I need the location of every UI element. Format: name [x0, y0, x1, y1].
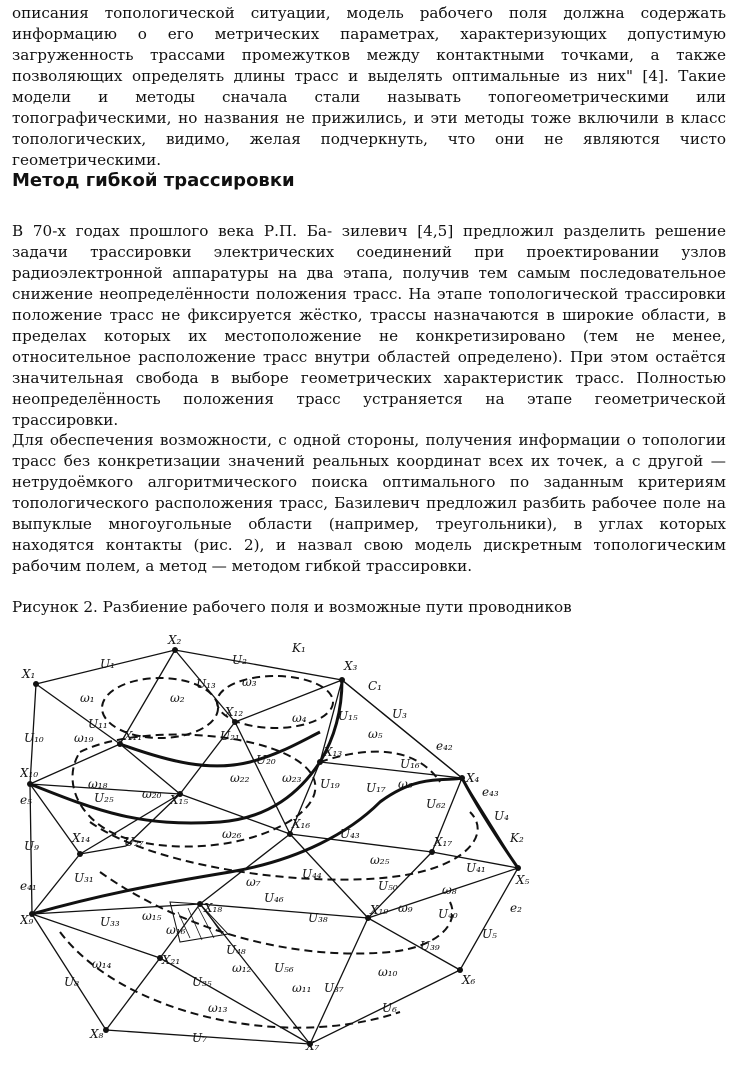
- label-u33: U₃₃: [100, 915, 120, 929]
- label-w23: ω₂₃: [282, 771, 302, 785]
- label-u43: U₄₃: [340, 827, 360, 841]
- label-x19: X₁₉: [370, 903, 389, 917]
- label-w18: ω₁₈: [88, 777, 108, 791]
- label-w12: ω₁₂: [232, 961, 252, 975]
- label-x6: X₆: [462, 973, 476, 987]
- label-u41: U₄₁: [466, 861, 486, 875]
- label-x2: X₂: [168, 633, 182, 647]
- label-x14: X₁₄: [72, 831, 91, 845]
- label-x12: X₁₂: [225, 705, 244, 719]
- label-c1: C₁: [368, 679, 382, 693]
- label-x4: X₄: [466, 771, 480, 785]
- label-u17: U₁₇: [366, 781, 386, 795]
- paragraph-1: описания топологической ситуации, модель рабочего поля должна содержать информацию о его метрических параметрах, характеризующих допустимую загруженность трассами промежутков между контактными точками, а также позволяющих определять длины трасс и выделять оптимальные из них" [4]. Такие модели и методы сначала стали называть топогеометрическими или топографическими, но названия не прижились, и эти методы тоже включили в класс топологических, видимо, желая подчеркнуть, что они не являются чисто геометрическими.: [12, 4, 726, 169]
- label-u3: U₃: [392, 707, 407, 721]
- label-w8: ω₈: [442, 883, 457, 897]
- label-k2: K₂: [510, 831, 524, 845]
- label-u2: U₂: [232, 653, 247, 667]
- label-e5: e₅: [20, 793, 32, 807]
- label-x11: X₁₁: [124, 729, 143, 743]
- label-w3: ω₃: [242, 675, 257, 689]
- label-u5: U₅: [482, 927, 497, 941]
- label-w9: ω₉: [398, 901, 413, 915]
- paragraph-2: В 70-х годах прошлого века Р.П. Ба- зилевич [4,5] предложил разделить решение задачи трассировки электрических соединений при проектировании узлов радиоэлектронной аппаратуры на два этапа, получив тем самым последовательное снижение неопределённости положения трасс. На этапе топологической трассировки положение трасс не фиксируется жёстко, трассы назначаются в широкие области, в пределах которых их местоположение не конкретизировано (тем не менее, относительное расположение трасс внутри областей определено). При этом остаётся значительная свобода в выборе геометрических характеристик трасс. Полностью неопределённость положения трасс устраняется на этапе геометрической трассировки.: [12, 222, 726, 429]
- label-w19: ω₁₉: [74, 731, 94, 745]
- label-u10: U₁₀: [24, 731, 44, 745]
- label-x13: X₁₃: [324, 745, 343, 759]
- label-u1: U₁: [100, 657, 115, 671]
- label-w15: ω₁₅: [142, 909, 162, 923]
- label-u50: U₅₀: [378, 879, 398, 893]
- label-x1: X₁: [22, 667, 36, 681]
- figure-caption: Рисунок 2. Разбиение рабочего поля и возможные пути проводников: [12, 598, 572, 616]
- label-u40: U₄₀: [438, 907, 458, 921]
- label-w1: ω₁: [80, 691, 95, 705]
- label-x7: X₇: [306, 1039, 320, 1053]
- label-u25: U₂₅: [94, 791, 114, 805]
- label-e2: e₂: [510, 901, 522, 915]
- label-k1: K₁: [292, 641, 306, 655]
- label-u15: U₁₅: [338, 709, 358, 723]
- label-u4: U₄: [494, 809, 509, 823]
- label-x18: X₁₈: [204, 901, 223, 915]
- label-u13: U₁₃: [196, 677, 216, 691]
- label-u21: U₂₁: [220, 729, 240, 743]
- label-u11: U₁₁: [88, 717, 108, 731]
- label-x10: X₁₀: [20, 766, 39, 780]
- label-u7: U₇: [192, 1031, 207, 1045]
- label-w2: ω₂: [170, 691, 185, 705]
- label-e42: e₄₂: [436, 739, 453, 753]
- label-u8: U₈: [64, 975, 79, 989]
- label-x5: X₅: [516, 873, 530, 887]
- label-u38: U₃₈: [308, 911, 328, 925]
- routing-field-figure: [20, 632, 540, 1062]
- label-u56: U₅₆: [274, 961, 294, 975]
- label-u37: U₃₇: [324, 981, 344, 995]
- label-w20: ω₂₀: [142, 787, 162, 801]
- label-u31: U₃₁: [74, 871, 94, 885]
- label-u44: U₄₄: [302, 867, 322, 881]
- label-x15: X₁₅: [170, 793, 189, 807]
- label-w25: ω₂₅: [370, 853, 390, 867]
- label-w5: ω₅: [368, 727, 383, 741]
- label-w14: ω₁₄: [92, 957, 112, 971]
- label-x3: X₃: [344, 659, 358, 673]
- label-u39: U₃₉: [420, 939, 440, 953]
- label-x8: X₈: [90, 1027, 104, 1041]
- label-x17: X₁₇: [434, 835, 453, 849]
- label-w4: ω₄: [292, 711, 307, 725]
- label-u20: U₂₀: [256, 753, 276, 767]
- label-u46: U₄₆: [264, 891, 284, 905]
- label-u6: U₆: [382, 1001, 397, 1015]
- label-u19: U₁₉: [320, 777, 340, 791]
- label-x9: X₉: [20, 913, 34, 927]
- label-w26: ω₂₆: [222, 827, 242, 841]
- label-e43: e₄₃: [482, 785, 499, 799]
- label-u35: U₃₅: [192, 975, 212, 989]
- label-w22: ω₂₂: [230, 771, 250, 785]
- figure-labels: [20, 633, 530, 1053]
- section-heading: Метод гибкой трассировки: [12, 170, 295, 191]
- label-u27: U₂₇: [124, 835, 144, 849]
- label-w10: ω₁₀: [378, 965, 398, 979]
- label-u9: U₉: [24, 839, 39, 853]
- label-u16: U₁₆: [400, 757, 420, 771]
- label-w7: ω₇: [246, 875, 261, 889]
- label-u48: U₄₈: [226, 943, 246, 957]
- paragraph-3: Для обеспечения возможности, с одной стороны, получения информации о топологии трасс без конкретизации значений реальных координат всех их точек, а с другой — нетрудоёмкого алгоритмического поиска оптимального по заданным критериям топологического расположения трасс, Базилевич предложил разбить рабочее поле на выпуклые многоугольные области (например, треугольники), в углах которых находятся контакты (рис. 2), и назвал свою модель дискретным топологическим рабочим полем, а метод — методом гибкой трассировки.: [12, 431, 726, 575]
- label-w6: ω₆: [398, 777, 413, 791]
- label-x16: X₁₆: [292, 817, 311, 831]
- label-u62: U₆₂: [426, 797, 446, 811]
- region-boundaries: [60, 676, 478, 1028]
- label-x21: X₂₁: [162, 953, 181, 967]
- label-e41: e₄₁: [20, 879, 37, 893]
- label-w16: ω₁₆: [166, 923, 186, 937]
- label-w13: ω₁₃: [208, 1001, 228, 1015]
- label-w11: ω₁₁: [292, 981, 312, 995]
